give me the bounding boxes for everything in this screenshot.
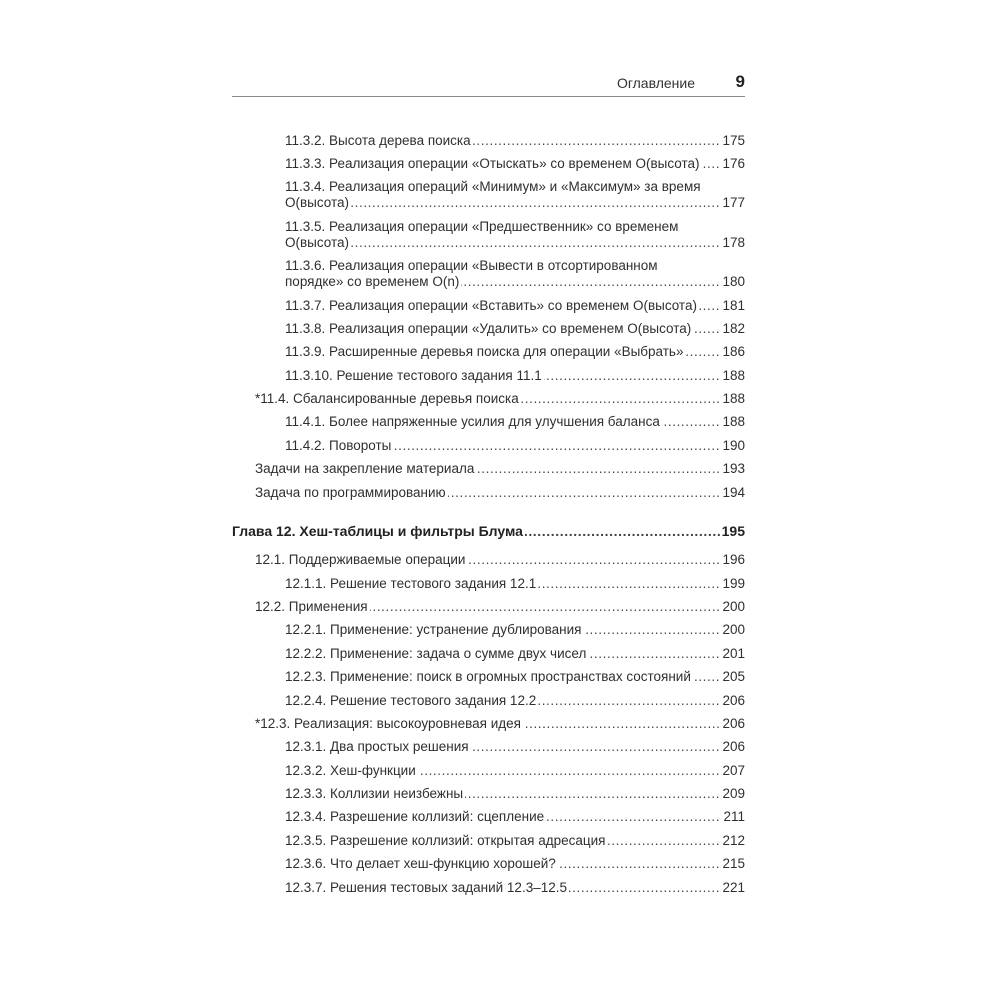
toc-entry-page: 207 — [722, 762, 745, 778]
toc-entry — [232, 759, 745, 782]
toc-entry-title: 11.3.9. Расширенные деревья поиска для операции «Выбрать» — [285, 344, 684, 360]
toc-entry-title: Задачи на закрепление материала — [255, 461, 475, 477]
toc-entry — [232, 876, 745, 899]
toc-entry-title: 12.3.6. Что делает хеш-функцию хорошей? — [285, 856, 556, 872]
toc-entry-title: 11.3.8. Реализация операции «Удалить» со временем O(высота) — [285, 320, 692, 336]
toc-entry-title: 12.3.4. Разрешение коллизий: сцепление — [285, 809, 545, 825]
toc-entry-page: 176 — [722, 156, 745, 172]
toc-entry-page: 193 — [722, 461, 745, 477]
toc-entry — [232, 806, 745, 829]
toc-entry-page: 177 — [722, 195, 745, 211]
toc-entry — [232, 853, 745, 876]
toc-entry-page: 188 — [722, 391, 745, 407]
toc-chapter-entry — [232, 519, 745, 542]
toc-entry — [232, 595, 745, 618]
toc-entry-page: 182 — [722, 320, 745, 336]
toc-entry — [232, 215, 745, 254]
toc-entry-page: 175 — [722, 132, 745, 148]
table-of-contents — [232, 129, 745, 899]
toc-entry-title: 12.3.1. Два простых решения — [285, 739, 469, 755]
toc-entry-page: 180 — [722, 274, 745, 290]
toc-entry-title: 11.3.10. Решение тестового задания 11.1 — [285, 367, 542, 383]
toc-entry-title: Глава 12. Хеш-таблицы и фильтры Блума — [232, 522, 523, 539]
toc-entry — [232, 666, 745, 689]
toc-entry — [232, 317, 745, 340]
toc-entry-title: 11.4.1. Более напряженные усилия для улучшения баланса — [285, 414, 660, 430]
toc-entry-page: 200 — [722, 622, 745, 638]
running-head — [232, 70, 745, 97]
toc-entry — [232, 176, 745, 215]
toc-entry-title: 11.3.4. Реализация операций «Минимум» и «Максимум» за время O(высота) — [285, 179, 701, 211]
toc-entry — [232, 642, 745, 665]
toc-entry — [232, 736, 745, 759]
toc-entry-title: 11.3.2. Высота дерева поиска — [285, 132, 471, 148]
dot-leader — [285, 235, 745, 251]
toc-entry — [232, 549, 745, 572]
toc-entry-title: *12.3. Реализация: высокоуровневая идея — [255, 715, 521, 731]
toc-entry — [232, 829, 745, 852]
toc-entry-page: 215 — [722, 856, 745, 872]
toc-entry-page: 196 — [722, 552, 745, 568]
toc-entry — [232, 458, 745, 481]
toc-entry-page: 195 — [721, 522, 745, 539]
toc-entry-title: 12.2. Применения — [255, 599, 368, 615]
toc-entry-page: 190 — [722, 437, 745, 453]
toc-entry-page: 199 — [722, 575, 745, 591]
toc-entry-title: 11.3.7. Реализация операции «Вставить» со временем O(высота) — [285, 297, 697, 313]
toc-entry-title: 12.3.3. Коллизии неизбежны — [285, 786, 464, 802]
toc-entry — [232, 481, 745, 504]
toc-entry-title: 12.3.5. Разрешение коллизий: открытая адресация — [285, 832, 606, 848]
toc-entry-title: 12.2.2. Применение: задача о сумме двух чисел — [285, 645, 587, 661]
toc-entry — [232, 255, 745, 294]
toc-entry — [232, 572, 745, 595]
toc-entry-page: 200 — [722, 599, 745, 615]
page-number: 9 — [735, 72, 745, 91]
dot-leader — [285, 195, 745, 211]
toc-entry-title: 11.3.5. Реализация операции «Предшественник» со временем O(высота) — [285, 218, 679, 250]
toc-entry-page: 205 — [722, 669, 745, 685]
toc-entry-page: 212 — [722, 832, 745, 848]
toc-entry — [232, 712, 745, 735]
toc-entry-title: *11.4. Сбалансированные деревья поиска — [255, 391, 519, 407]
toc-entry — [232, 129, 745, 152]
toc-entry-title: 12.3.2. Хеш-функции — [285, 762, 416, 778]
toc-entry-page: 181 — [722, 297, 745, 313]
toc-entry-page: 206 — [722, 739, 745, 755]
toc-entry-title: 12.1.1. Решение тестового задания 12.1 — [285, 575, 537, 591]
toc-entry-page: 201 — [722, 645, 745, 661]
toc-entry-page: 194 — [722, 484, 745, 500]
toc-entry — [232, 152, 745, 175]
toc-entry — [232, 689, 745, 712]
toc-entry-page: 221 — [722, 879, 745, 895]
toc-entry-page: 188 — [722, 414, 745, 430]
toc-entry-page: 211 — [723, 809, 745, 825]
toc-entry — [232, 341, 745, 364]
toc-entry — [232, 387, 745, 410]
toc-entry — [232, 294, 745, 317]
toc-entry — [232, 364, 745, 387]
running-head-title: Оглавление — [616, 75, 695, 91]
toc-entry-title: 12.2.1. Применение: устранение дублирования — [285, 622, 582, 638]
toc-entry-title: 12.2.3. Применение: поиск в огромных пространствах состояний — [285, 669, 691, 685]
toc-entry — [232, 434, 745, 457]
toc-entry — [232, 619, 745, 642]
toc-entry-title: 11.4.2. Повороты — [285, 437, 392, 453]
toc-entry-page: 206 — [722, 715, 745, 731]
toc-entry-title: 12.3.7. Решения тестовых заданий 12.3–12.5 — [285, 879, 567, 895]
toc-entry-page: 178 — [722, 234, 745, 250]
toc-entry-page: 186 — [722, 344, 745, 360]
toc-entry-page: 206 — [722, 692, 745, 708]
toc-entry-title: 12.1. Поддерживаемые операции — [255, 552, 466, 568]
toc-entry-title: 12.2.4. Решение тестового задания 12.2 — [285, 692, 537, 708]
toc-entry-title: Задача по программированию — [255, 484, 446, 500]
toc-entry-page: 188 — [722, 367, 745, 383]
toc-entry — [232, 782, 745, 805]
toc-entry-title: 11.3.6. Реализация операции «Вывести в отсортированном порядке» со временем O(n) — [285, 258, 658, 290]
toc-entry — [232, 411, 745, 434]
toc-entry-title: 11.3.3. Реализация операции «Отыскать» со временем O(высота) — [285, 156, 700, 172]
toc-entry-page: 209 — [722, 786, 745, 802]
